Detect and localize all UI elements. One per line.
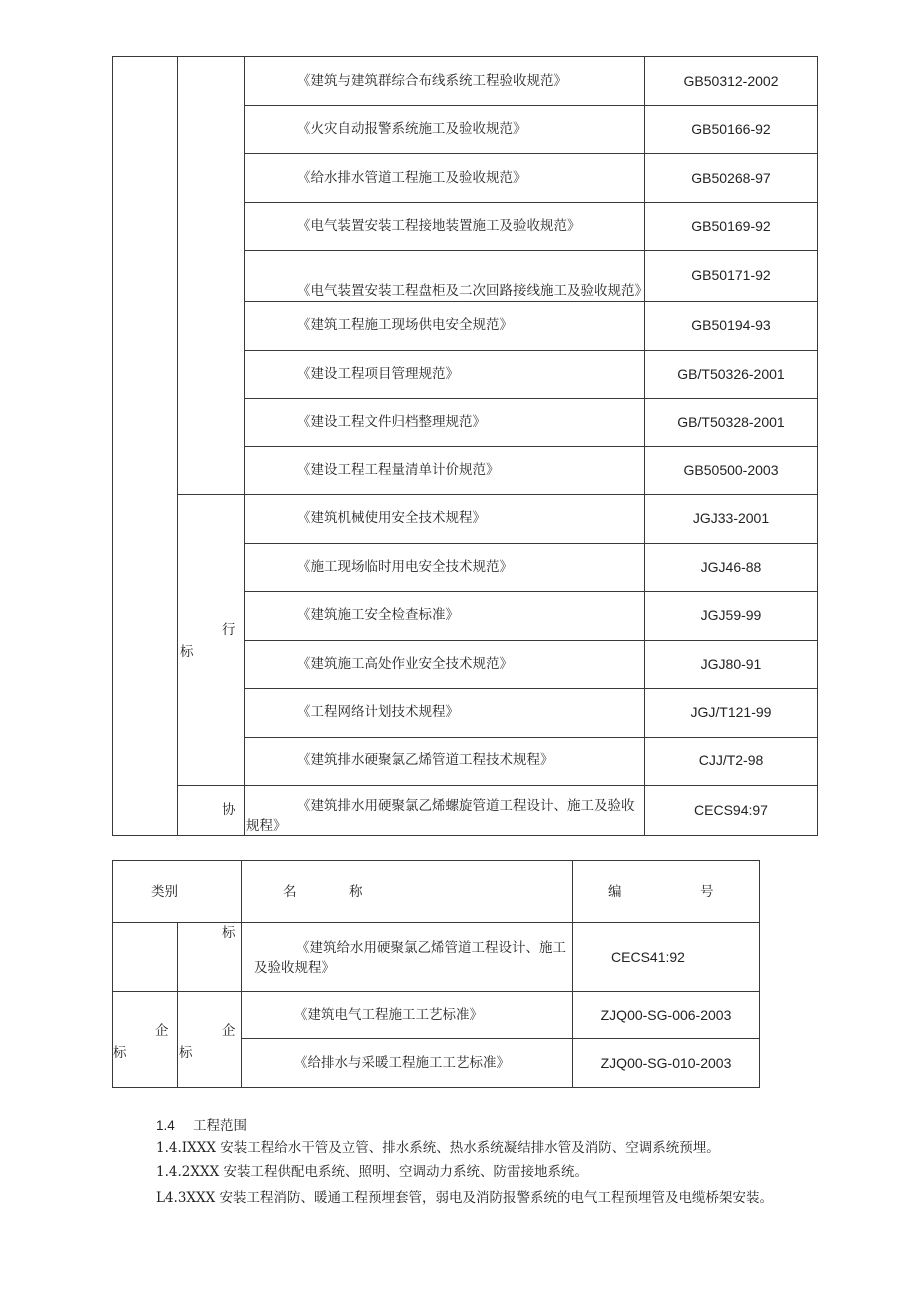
standard-name: 《建筑排水硬聚氯乙烯管道工程技术规程》 bbox=[297, 752, 554, 768]
standard-code: CJJ/T2-98 bbox=[698, 752, 764, 768]
standard-code: ZJQ00-SG-006-2003 bbox=[600, 1007, 732, 1023]
standard-name: 《建设工程工程量清单计价规范》 bbox=[297, 462, 500, 478]
standard-name: 《建筑排水用硬聚氯乙烯螺旋管道工程设计、施工及验收 bbox=[297, 798, 635, 814]
standard-code: CECS94:97 bbox=[694, 802, 768, 818]
standard-name-cont: 及验收规程》 bbox=[254, 960, 335, 976]
standard-name: 《火灾自动报警系统施工及验收规范》 bbox=[297, 121, 527, 137]
standard-name: 《建筑给水用硬聚氯乙烯管道工程设计、施工 bbox=[296, 940, 566, 956]
category-label-hang: 行 bbox=[222, 622, 236, 638]
category-label-biao: 标 bbox=[222, 925, 236, 941]
standard-code: ZJQ00-SG-010-2003 bbox=[600, 1055, 732, 1071]
standard-name: 《建筑施工高处作业安全技术规范》 bbox=[297, 656, 513, 672]
standard-code: JGJ/T121-99 bbox=[690, 704, 772, 720]
standard-code: CECS41:92 bbox=[611, 949, 685, 965]
standard-name: 《工程网络计划技术规程》 bbox=[297, 704, 459, 720]
section-heading-title: 工程范围 bbox=[193, 1118, 247, 1134]
header-category: 类别 bbox=[151, 884, 178, 900]
standard-code: GB50194-93 bbox=[691, 317, 771, 333]
standard-name: 《给水排水管道工程施工及验收规范》 bbox=[297, 170, 527, 186]
category-label-qi: 企 bbox=[222, 1023, 236, 1039]
standard-code: JGJ59-99 bbox=[700, 607, 762, 623]
scope-item-1: 1.4.IXXX 安装工程给水干管及立管、排水系统、热水系统凝结排水管及消防、空调系统预埋。 bbox=[156, 1140, 720, 1156]
standard-code: JGJ33-2001 bbox=[692, 510, 770, 526]
standard-name: 《给排水与采暖工程施工工艺标准》 bbox=[294, 1055, 510, 1071]
standard-name: 《建筑施工安全检查标准》 bbox=[297, 607, 459, 623]
standard-name: 《建筑机械使用安全技术规程》 bbox=[297, 510, 486, 526]
standard-code: JGJ80-91 bbox=[700, 656, 762, 672]
scope-item-3: L4.3XXX 安装工程消防、暖通工程预埋套管，弱电及消防报警系统的电气工程预埋管及电缆桥架安装。 bbox=[156, 1190, 774, 1206]
standard-code: JGJ46-88 bbox=[700, 559, 762, 575]
section-heading-number: 1.4 bbox=[156, 1118, 175, 1133]
standard-code: GB50312-2002 bbox=[683, 73, 779, 89]
standard-name: 《建筑电气工程施工工艺标准》 bbox=[294, 1007, 483, 1023]
header-code-2: 号 bbox=[700, 884, 714, 900]
scope-item-2: 1.4.2XXX 安装工程供配电系统、照明、空调动力系统、防雷接地系统。 bbox=[156, 1164, 588, 1180]
header-name-2: 称 bbox=[349, 884, 363, 900]
category-label-biao: 标 bbox=[180, 644, 194, 660]
standard-code: GB/T50326-2001 bbox=[677, 366, 785, 382]
standard-name: 《电气装置安装工程盘柜及二次回路接线施工及验收规范》 bbox=[297, 283, 648, 299]
header-code-1: 编 bbox=[608, 884, 622, 900]
category-label-qi: 企 bbox=[155, 1023, 169, 1039]
standard-name: 《建筑工程施工现场供电安全规范》 bbox=[297, 317, 513, 333]
standard-name: 《电气装置安装工程接地装置施工及验收规范》 bbox=[297, 218, 581, 234]
category-label-biao: 标 bbox=[179, 1045, 193, 1061]
standard-code: GB50169-92 bbox=[691, 218, 771, 234]
standard-name: 《施工现场临时用电安全技术规范》 bbox=[297, 559, 513, 575]
standard-code: GB50500-2003 bbox=[683, 462, 779, 478]
standard-code: GB/T50328-2001 bbox=[677, 414, 785, 430]
standard-code: GB50166-92 bbox=[691, 121, 771, 137]
category-label-xie: 协 bbox=[222, 802, 236, 818]
standard-name: 《建设工程文件归档整理规范》 bbox=[297, 414, 486, 430]
standard-name: 《建设工程项目管理规范》 bbox=[297, 366, 459, 382]
standard-name-cont: 规程》 bbox=[246, 818, 287, 834]
standard-code: GB50171-92 bbox=[691, 267, 771, 283]
standard-name: 《建筑与建筑群综合布线系统工程验收规范》 bbox=[297, 73, 567, 89]
standard-code: GB50268-97 bbox=[691, 170, 771, 186]
header-name-1: 名 bbox=[283, 884, 297, 900]
category-label-biao: 标 bbox=[113, 1045, 127, 1061]
